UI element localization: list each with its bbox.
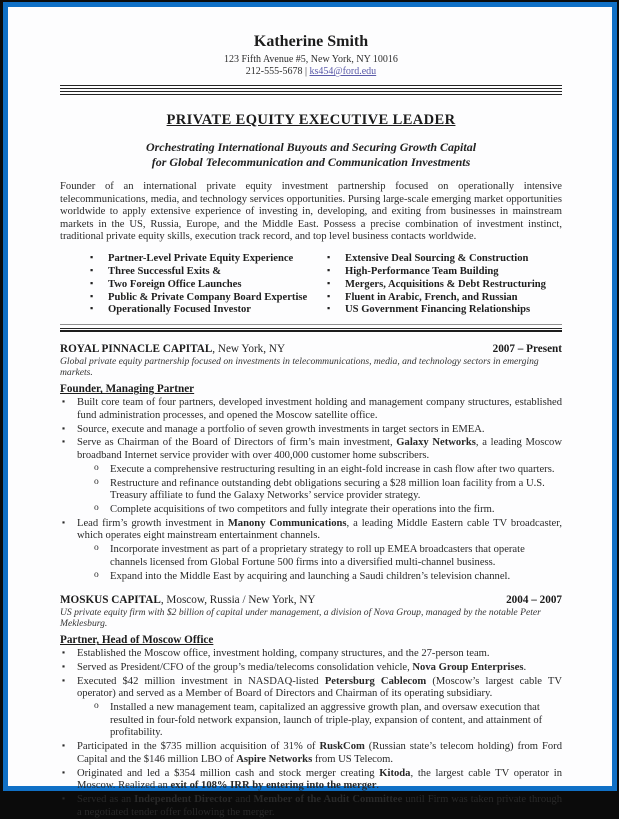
bullet xyxy=(60,794,562,819)
sub-bullet xyxy=(94,504,562,517)
text-segment: Lead firm’s growth investment in xyxy=(77,517,228,529)
double-rule-bottom xyxy=(60,324,562,332)
job-bullet-list xyxy=(60,397,562,583)
highlight-item: ▪ Fluent in Arabic, French, and Russian xyxy=(325,292,562,305)
text-segment: and xyxy=(232,793,254,805)
summary-paragraph: Founder of an international private equity investment partnership focused on operationally intensive telecommunications, media, and technology services opportunities. Pursing large-scale emerging market opportunities worldwide to apply extensive experience of investing in, developing, and exiting from businesses in mainstream markets in the US, Russia, Europe, and the Middle East. Possess a precise combination of investment instinct, traditional private equity skills, execution track record, and top level business contacts worldwide. xyxy=(60,181,562,243)
text-segment: Incorporate investment as part of a proprietary strategy to roll up EMEA broadcasters that operate channels licensed from Global Fortune 500 firms into a diversified multi-channel business. xyxy=(110,544,525,568)
bullet xyxy=(60,648,562,661)
text-segment: Complete acquisitions of two competitors and fully integrate their operations into the firm. xyxy=(110,503,495,515)
highlight-item: ▪ Two Foreign Office Launches xyxy=(88,279,311,292)
job-dates: 2007 – Present xyxy=(492,343,562,356)
bullet xyxy=(60,676,562,701)
job-entry xyxy=(60,343,562,583)
company-location: , New York, NY xyxy=(212,343,286,356)
bullet xyxy=(60,662,562,675)
text-segment: Served as an xyxy=(77,793,135,805)
candidate-name: Katherine Smith xyxy=(253,33,369,50)
text-segment: Executed $42 million investment in NASDAQ-listed xyxy=(77,675,325,687)
text-segment: from US Telecom. xyxy=(312,753,394,765)
subtitle-line-2: for Global Telecommunication and Communication Investments xyxy=(151,154,471,169)
text-segment: (Russian state’s telecom holding) from Ford Capital and the $146 million LBO of xyxy=(77,741,562,765)
sub-bullet xyxy=(94,571,562,584)
company-description: Global private equity partnership focused on investments in telecommunications, media, and technology sectors in emerging markets. xyxy=(60,356,539,379)
company-name: ROYAL PINNACLE CAPITAL xyxy=(60,343,213,356)
bullet xyxy=(60,518,562,543)
highlights-column-left xyxy=(60,253,311,318)
text-segment: Installed a new management team, capitalized an aggressive growth plan, and oversaw execution that resulted in four-fold network expansion, launch of triple-play, expansion of content, and attainment of profitability. xyxy=(110,702,543,739)
job-title: Partner, Head of Moscow Office xyxy=(60,634,214,647)
text-segment: Galaxy Networks xyxy=(396,437,476,449)
email-link[interactable]: ks454@ford.edu xyxy=(309,66,377,77)
text-segment: Built core team of four partners, developed investment holding and management company structures, established fund administration processes, and opened the Moscow satellite office. xyxy=(77,397,562,422)
text-segment: Originated and led a $354 million cash and stock merger creating xyxy=(77,767,380,779)
text-segment: exit of 108% IRR by entering into the merger xyxy=(170,780,377,792)
bullet xyxy=(60,424,562,437)
text-segment: Manony Communications xyxy=(227,517,347,529)
contact-header xyxy=(60,33,562,77)
bullet xyxy=(60,437,562,462)
job-bullet-list xyxy=(60,648,562,819)
highlight-item: ▪ Mergers, Acquisitions & Debt Restructuring xyxy=(325,279,562,292)
text-segment: Served as President/CFO of the group’s media/telecoms consolidation vehicle, xyxy=(77,661,413,673)
highlight-item: ▪ US Government Financing Relationships xyxy=(325,304,562,317)
text-segment: Aspire Networks xyxy=(236,753,313,765)
address-line: 123 Fifth Avenue #5, New York, NY 10016 xyxy=(224,54,398,65)
text-segment: Kitoda xyxy=(379,767,411,779)
contact-line xyxy=(60,66,562,77)
text-segment: Participated in the $735 million acquisition of 31% of xyxy=(77,741,320,753)
job-entry xyxy=(60,594,562,819)
company-description: US private equity firm with $2 billion of capital under management, a division of Nova Group, managed by the notable Peter Meklesburg. xyxy=(60,607,541,630)
contact-separator: | xyxy=(302,66,310,77)
text-segment: Petersburg Cablecom xyxy=(324,675,427,687)
highlight-item: ▪ Extensive Deal Sourcing & Construction xyxy=(325,253,562,266)
text-segment: (Moscow’s largest cable TV operator) and served as a Member of Board of Directors and Chairman of its operating subsidiary. xyxy=(77,675,563,700)
highlight-item: ▪ Public & Private Company Board Expertise xyxy=(88,292,311,305)
highlights-box xyxy=(60,253,562,318)
text-segment: Independent Director xyxy=(134,793,233,805)
text-segment: Expand into the Middle East by acquiring and launching a Saudi children’s television channel. xyxy=(110,570,511,582)
sub-bullet xyxy=(94,478,562,503)
text-segment: Restructure and refinance outstanding debt obligations securing a $28 million loan facility from a U.S. Treasury affiliate to fund the Galaxy Networks’ service provider strategy. xyxy=(110,477,545,502)
job-title: Founder, Managing Partner xyxy=(60,383,195,396)
text-segment: Execute a comprehensive restructuring resulting in an eight-fold increase in cash flow after two quarters. xyxy=(110,463,555,475)
text-segment: . xyxy=(376,780,380,792)
company-location: , Moscow, Russia / New York, NY xyxy=(160,594,316,607)
bullet xyxy=(60,768,562,793)
phone-number: 212-555-5678 xyxy=(245,66,303,77)
sub-bullet xyxy=(94,702,562,740)
company-name: MOSKUS CAPITAL xyxy=(60,594,161,607)
text-segment: Established the Moscow office, investment holding, company structures, and the 27-person team. xyxy=(77,648,490,660)
text-segment: Nova Group Enterprises xyxy=(412,661,524,673)
subtitle-line-1: Orchestrating International Buyouts and Securing Growth Capital xyxy=(145,140,477,154)
bullet xyxy=(60,741,562,766)
bullet xyxy=(60,397,562,422)
job-header-row xyxy=(60,343,562,355)
text-segment: , a leading Moscow broadband Internet service provider with over 400,000 customer home subscribers. xyxy=(77,437,562,462)
resume-subtitle xyxy=(60,140,562,169)
resume-page xyxy=(3,2,617,818)
highlight-item: ▪ Operationally Focused Investor xyxy=(88,304,311,317)
sub-bullet xyxy=(94,464,562,477)
highlight-item: ▪ High-Performance Team Building xyxy=(325,266,562,279)
highlight-item: ▪ Partner-Level Private Equity Experience xyxy=(88,253,311,266)
text-segment: RuskCom xyxy=(319,741,365,753)
text-segment: Member of the Audit Committee xyxy=(253,793,403,805)
text-segment: Source, execute and manage a portfolio of seven growth investments in target sectors in EMEA. xyxy=(77,423,485,435)
resume-title: PRIVATE EQUITY EXECUTIVE LEADER xyxy=(166,112,456,128)
highlight-item: ▪ Three Successful Exits & xyxy=(88,266,311,279)
experience-section xyxy=(60,343,562,819)
text-segment: Serve as Chairman of the Board of Directors of firm’s main investment, xyxy=(77,437,397,449)
highlights-column-right xyxy=(311,253,562,318)
company-and-location xyxy=(60,343,285,355)
sub-bullet xyxy=(94,544,562,569)
company-and-location xyxy=(60,594,315,606)
double-rule-top xyxy=(60,85,562,95)
text-segment: , a leading Middle Eastern cable TV broadcaster, which operates eight mainstream entertainment channels. xyxy=(77,517,562,542)
text-segment: , the largest cable TV operator in Moscow. Realized an xyxy=(77,767,562,792)
text-segment: . xyxy=(523,661,527,673)
job-header-row xyxy=(60,594,562,606)
text-segment: until Firm was taken private through a negotiated tender offer following the merger. xyxy=(77,793,563,818)
job-dates: 2004 – 2007 xyxy=(506,594,562,607)
